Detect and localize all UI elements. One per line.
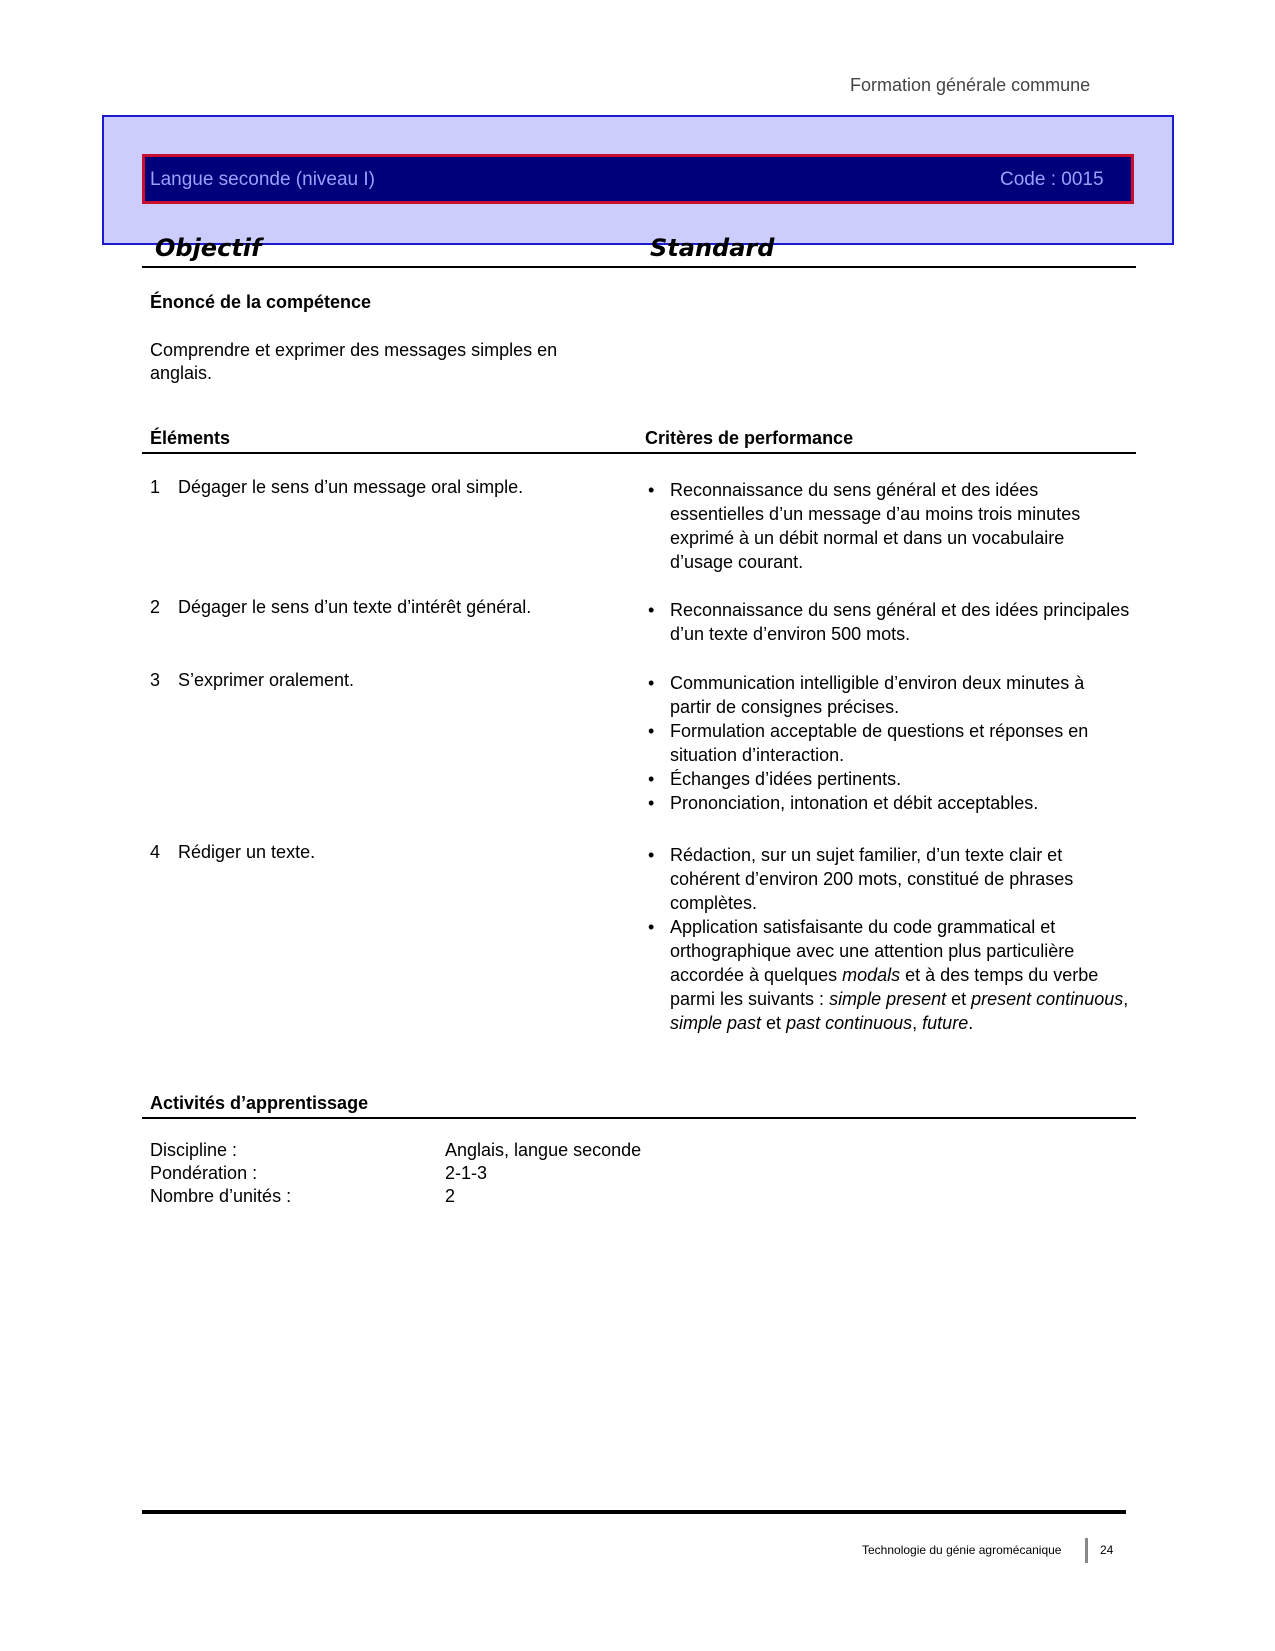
footer-separator	[1085, 1538, 1088, 1563]
term-future: future	[922, 1013, 969, 1033]
column-heading-standard: Standard	[650, 234, 775, 262]
activities-heading: Activités d’apprentissage	[150, 1093, 369, 1113]
divider	[142, 452, 1136, 454]
element-label: Dégager le sens d’un texte d’intérêt général.	[178, 597, 532, 617]
element-number: 1	[150, 477, 161, 497]
column-heading-objectif: Objectif	[155, 234, 262, 262]
criterion-text: .	[968, 1013, 974, 1033]
criteria-block-1	[650, 478, 1130, 574]
element-row-1	[150, 477, 523, 498]
activity-value-units: 2	[445, 1186, 456, 1206]
term-simple-present: simple present	[829, 989, 947, 1009]
element-label: S’exprimer oralement.	[178, 670, 355, 690]
criterion-item: • Formulation acceptable de questions et réponses en situation d’interaction.	[650, 719, 1130, 767]
criterion-item: • Prononciation, intonation et débit acceptables.	[650, 791, 1130, 815]
criterion-text: et à des temps du verbe parmi les suivants :	[670, 965, 1099, 1009]
competence-heading: Énoncé de la compétence	[150, 292, 372, 312]
criteria-block-3	[650, 671, 1130, 815]
criterion-item: • Rédaction, sur un sujet familier, d’un texte clair et cohérent d’environ 200 mots, constitué de phrases complètes.	[650, 843, 1130, 915]
element-number: 4	[150, 842, 161, 862]
criterion-item: • Reconnaissance du sens général et des idées principales d’un texte d’environ 500 mots.	[650, 598, 1130, 646]
divider	[142, 266, 1136, 268]
criterion-text: et	[761, 1013, 787, 1033]
activity-label-units: Nombre d’unités :	[150, 1186, 292, 1206]
criterion-item: • Échanges d’idées pertinents.	[650, 767, 1130, 791]
footer-program-name: Technologie du génie agromécanique	[862, 1543, 1062, 1557]
course-code: Code : 0015	[1000, 169, 1104, 190]
criterion-text: ,	[1123, 989, 1129, 1009]
header-section-title: Formation générale commune	[850, 75, 1091, 95]
activity-label-ponderation: Pondération :	[150, 1163, 258, 1183]
criteria-block-4	[650, 843, 1130, 1035]
criterion-item	[650, 915, 1130, 1035]
term-present-continuous: present continuous	[971, 989, 1124, 1009]
competence-text-line1: Comprendre et exprimer des messages simples en	[150, 340, 558, 360]
criterion-text: et	[946, 989, 972, 1009]
elements-heading: Éléments	[150, 428, 231, 448]
criteria-heading: Critères de performance	[645, 428, 854, 448]
footer-rule	[142, 1510, 1126, 1514]
activity-value-discipline: Anglais, langue seconde	[445, 1140, 642, 1160]
competence-text-line2: anglais.	[150, 363, 213, 383]
criterion-text: ,	[912, 1013, 923, 1033]
element-row-4	[150, 842, 315, 863]
element-label: Rédiger un texte.	[178, 842, 316, 862]
activity-label-discipline: Discipline :	[150, 1140, 238, 1160]
criteria-block-2	[650, 598, 1130, 646]
term-modals: modals	[842, 965, 901, 985]
element-row-3	[150, 670, 354, 691]
divider	[142, 1117, 1136, 1119]
element-row-2	[150, 597, 531, 618]
term-simple-past: simple past	[670, 1013, 762, 1033]
element-number: 2	[150, 597, 161, 617]
page-number: 24	[1100, 1543, 1114, 1557]
term-past-continuous: past continuous	[786, 1013, 913, 1033]
activity-value-ponderation: 2-1-3	[445, 1163, 488, 1183]
element-number: 3	[150, 670, 161, 690]
course-title: Langue seconde (niveau I)	[150, 169, 375, 190]
element-label: Dégager le sens d’un message oral simple.	[178, 477, 524, 497]
criterion-text: Application satisfaisante du code grammatical et orthographique avec une attention plus particulière accordée à quelques	[670, 917, 1075, 985]
criterion-item: • Communication intelligible d’environ deux minutes à partir de consignes précises.	[650, 671, 1130, 719]
criterion-item: • Reconnaissance du sens général et des idées essentielles d’un message d’au moins trois minutes exprimé à un débit normal et dans un vocabulaire d’usage courant.	[650, 478, 1130, 574]
